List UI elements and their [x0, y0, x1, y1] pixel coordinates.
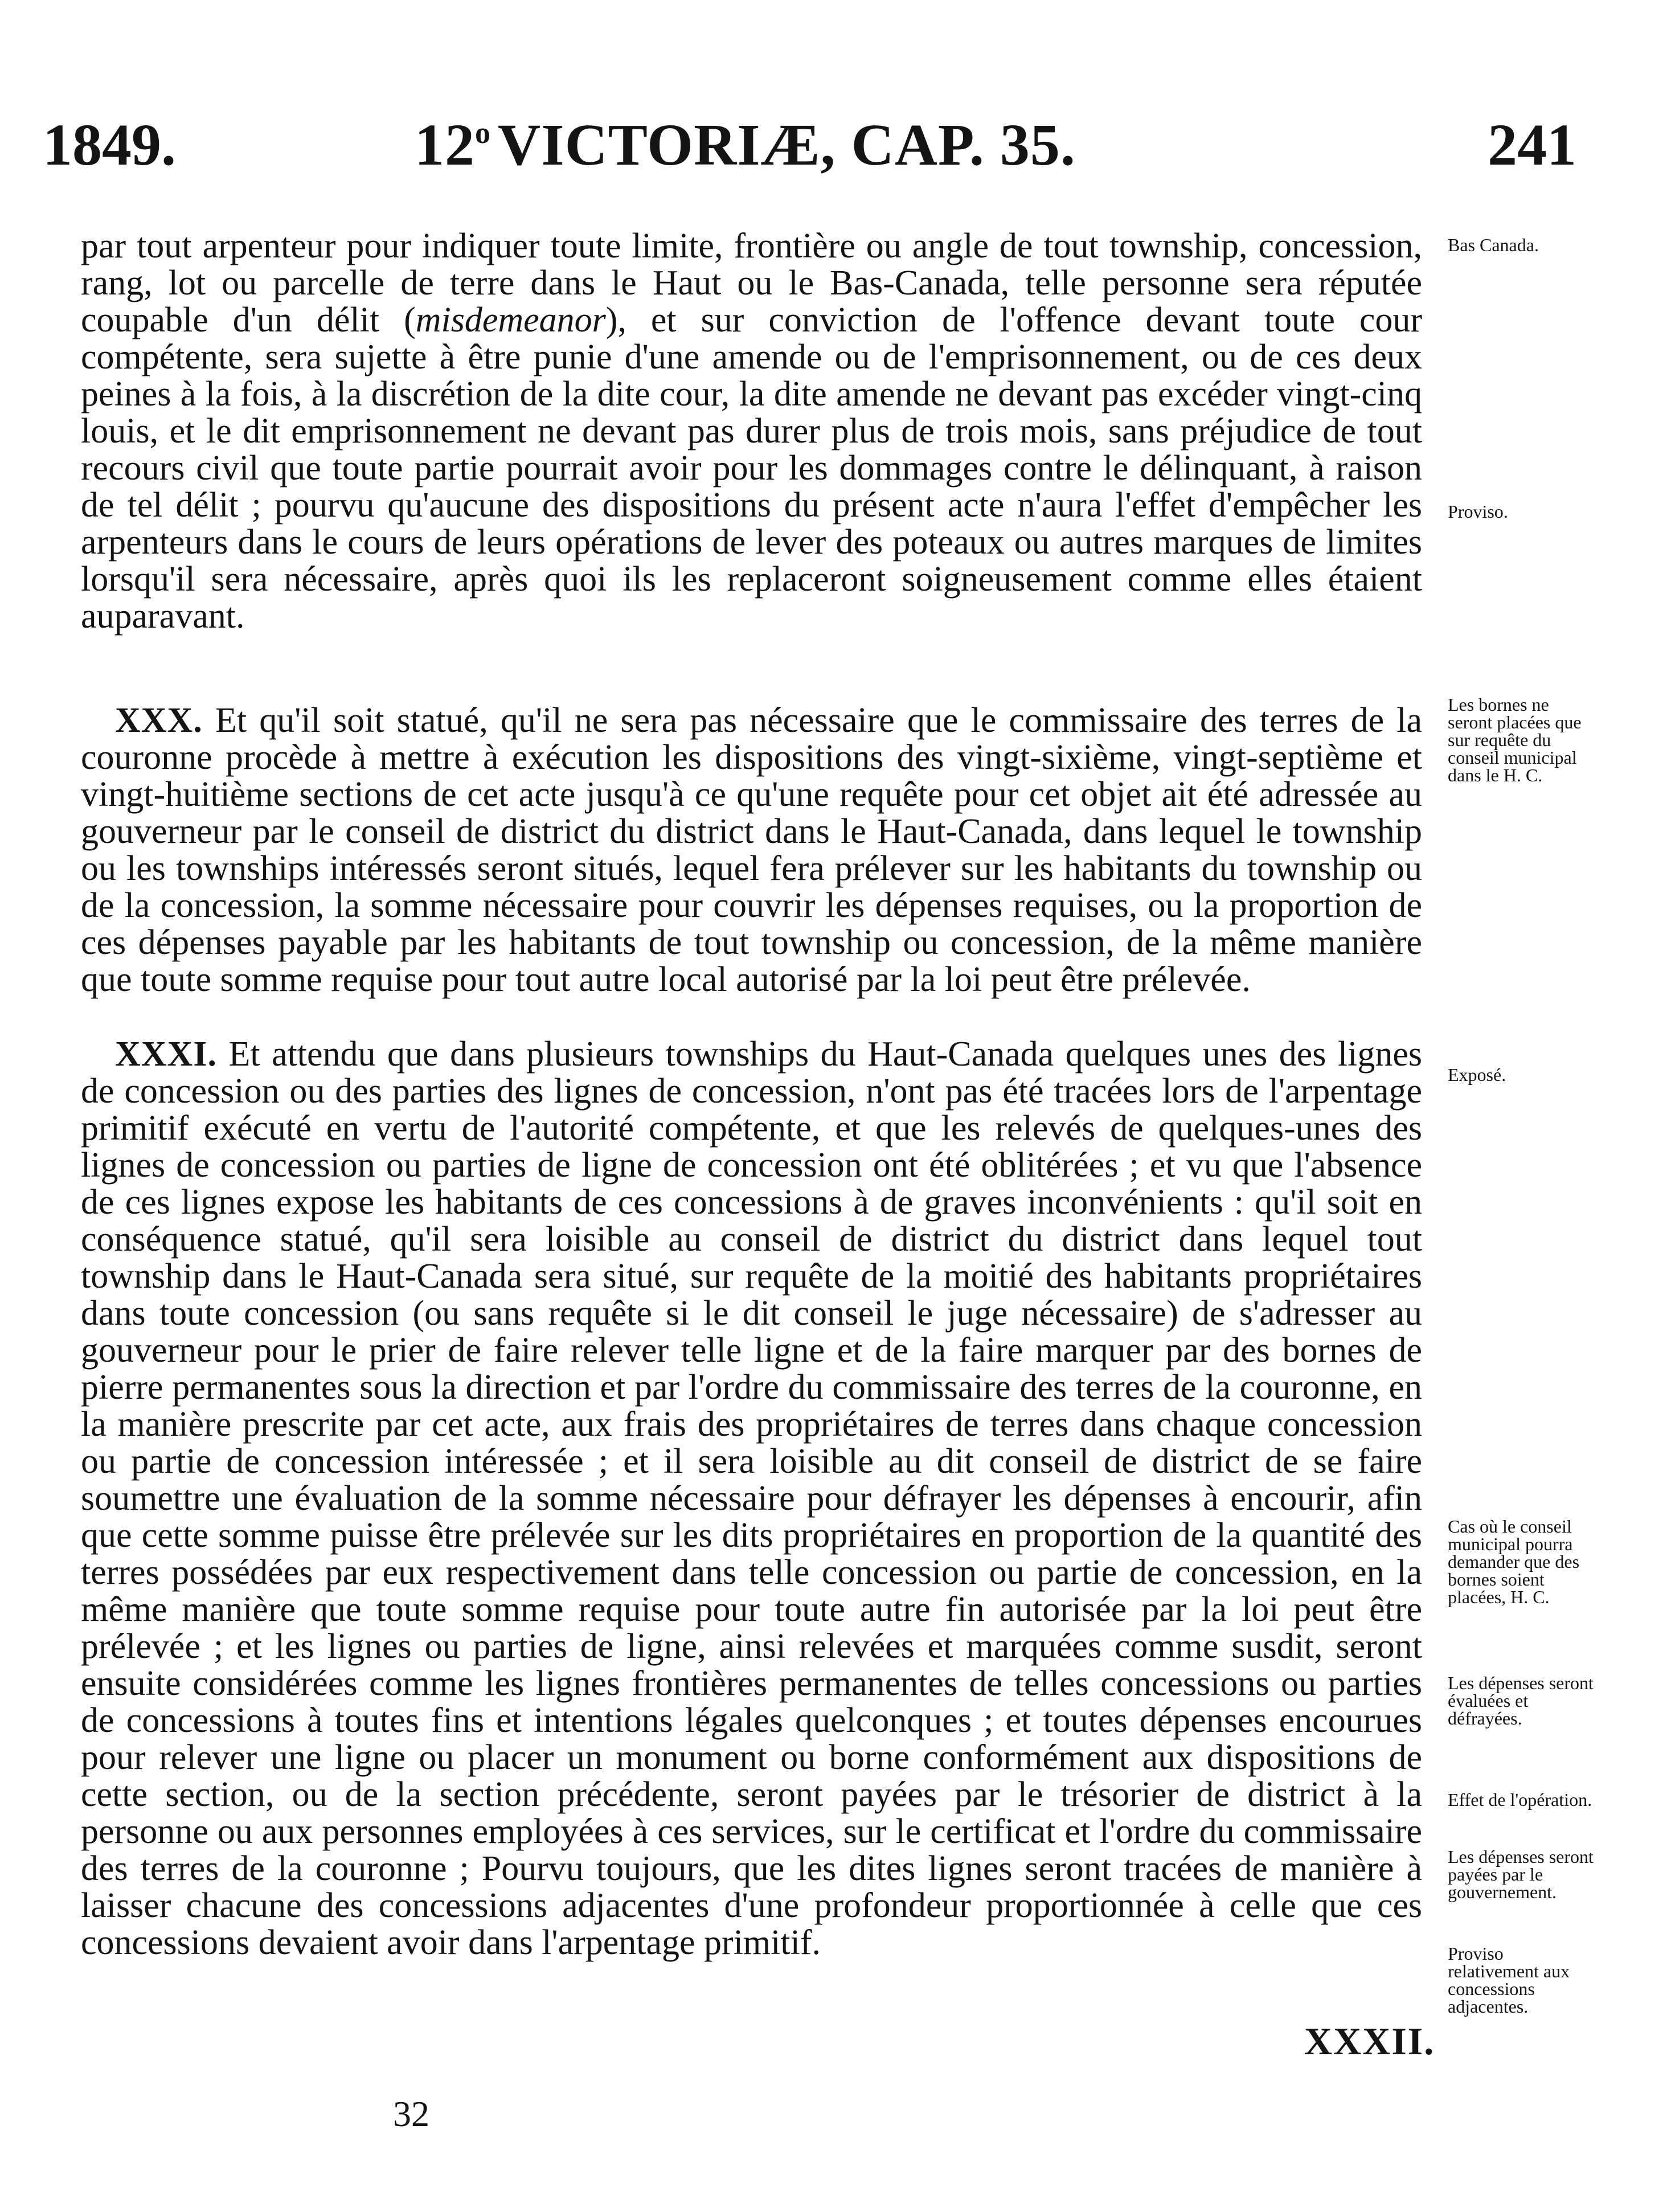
header-year: 1849.: [43, 112, 176, 178]
margin-note-effet: Effet de l'opération.: [1448, 1789, 1592, 1810]
header-title-sup: o: [475, 116, 491, 150]
margin-note-expose: Exposé.: [1448, 1064, 1506, 1085]
section-number: XXX.: [115, 701, 203, 740]
page-number: 241: [1488, 112, 1576, 178]
paragraph-text: ), et sur conviction de l'offence devant toute cour compétente, sera sujette à être punie d'une amende ou de l'emprisonnement, ou de ces deux peines à la fois, à la discrétion de la dite cour, la dite amende ne devant pas excéder vingt-cinq louis, et le dit emprisonnement ne devant pas durer plus de trois mois, sans préjudice de tout recours civil que toute partie pourrait avoir pour les dommages contre le délinquant, à raison de tel délit ; pourvu qu'aucune des dispositions du présent acte n'aura l'effet d'empêcher les arpenteurs dans le cours de leurs opérations de lever des poteaux ou autres marques de limites lorsqu'il sera nécessaire, après quoi ils les replaceront soigneusement comme elles étaient auparavant.: [81, 301, 1423, 636]
header-title-numeral: 12: [415, 112, 475, 178]
running-header: [0, 105, 1671, 185]
catchword: XXXII.: [1304, 2020, 1435, 2063]
signature-mark: 32: [393, 2094, 429, 2134]
margin-note-proviso: Proviso.: [1448, 501, 1508, 522]
paragraph-continued: [81, 228, 1422, 635]
margin-note-bas-canada: Bas Canada.: [1448, 235, 1539, 255]
margin-note-proviso-adjacentes: Proviso relativement aux concessions adjacentes.: [1448, 1943, 1570, 2017]
italic-term: misdemeanor: [415, 301, 606, 339]
section-number: XXXI.: [115, 1035, 217, 1074]
margin-note-bornes: Les bornes ne seront placées que sur requête du conseil municipal dans le H. C.: [1448, 694, 1582, 785]
section-xxxi: [81, 1036, 1422, 1961]
margin-note-cas: Cas où le conseil municipal pourra demander que des bornes soient placées, H. C.: [1448, 1516, 1580, 1607]
paragraph-text: par tout arpenteur pour indiquer toute limite, frontière ou angle de tout township, concession, rang, lot ou parcelle de terre dans le Haut ou le Bas-Canada, telle personne sera réputée coupable d'un délit (: [81, 227, 1422, 339]
main-text: [81, 228, 1422, 1961]
margin-note-depenses-evaluees: Les dépenses seront évaluées et défrayées.: [1448, 1673, 1594, 1728]
section-text: Et qu'il soit statué, qu'il ne sera pas nécessaire que le commissaire des terres de la couronne procède à mettre à exécution les dispositions des vingt-sixième, vingt-septième et vingt-huitième sections de cet acte jusqu'à ce qu'une requête pour cet objet ait été adressée au gouverneur par le conseil de district du district dans le Haut-Canada, dans lequel le township ou les townships intéressés seront situés, lequel fera prélever sur les habitants du township ou de la concession, la somme nécessaire pour couvrir les dépenses requises, ou la proportion de ces dépenses payable par les habitants de tout township ou concession, de la même manière que toute somme requise pour tout autre local autorisé par la loi peut être prélevée.: [81, 701, 1422, 999]
section-xxx: [81, 702, 1422, 998]
section-text: Et attendu que dans plusieurs townships du Haut-Canada quelques unes des lignes de concession ou des parties des lignes de concession, n'ont pas été tracées lors de l'arpentage primitif exécuté en vertu de l'autorité compétente, et que les relevés de quelques-unes des lignes de concession ou parties de ligne de concession ont été oblitérées ; et vu que l'absence de ces lignes expose les habitants de ces concessions à de graves inconvénients : qu'il soit en conséquence statué, qu'il sera loisible au conseil de district du district dans lequel tout township dans le Haut-Canada sera situé, sur requête de la moitié des habitants propriétaires dans toute concession (ou sans requête si le dit conseil le juge nécessaire) de s'adresser au gouverneur pour le prier de faire relever telle ligne et de la faire marquer par des bornes de pierre permanentes sous la direction et par l'ordre du commissaire des terres de la couronne, en la manière prescrite par cet acte, aux frais des propriétaires de terres dans chaque concession ou partie de concession intéressée ; et il sera loisible au dit conseil de district de se faire soumettre une évaluation de la somme nécessaire pour défrayer les dépenses à encourir, afin que cette somme puisse être prélevée sur les dits propriétaires en proportion de la quantité des terres possédées par eux respectivement dans telle concession ou partie de concession, en la même manière que toute somme requise pour toute autre fin autorisée par la loi peut être prélevée ; et les lignes ou parties de ligne, ainsi relevées et marquées comme susdit, seront ensuite considérées comme les lignes frontières permanentes de telles concessions ou parties de concessions à toutes fins et intentions légales quelconques ; et toutes dépenses encourues pour relever une ligne ou placer un monument ou borne conformément aux dispositions de cette section, ou de la section précédente, seront payées par le trésorier de district à la personne ou aux personnes employées à ces services, sur le certificat et l'ordre du commissaire des terres de la couronne ; Pourvu toujours, que les dites lignes seront tracées de manière à laisser chacune des concessions adjacentes d'une profondeur proportionnée à celle que ces concessions devaient avoir dans l'arpentage primitif.: [81, 1035, 1422, 1962]
margin-note-depenses-payees: Les dépenses seront payées par le gouvernement.: [1448, 1846, 1594, 1902]
header-title: [415, 111, 1076, 179]
header-title-text: VICTORIÆ, CAP. 35.: [498, 112, 1076, 178]
